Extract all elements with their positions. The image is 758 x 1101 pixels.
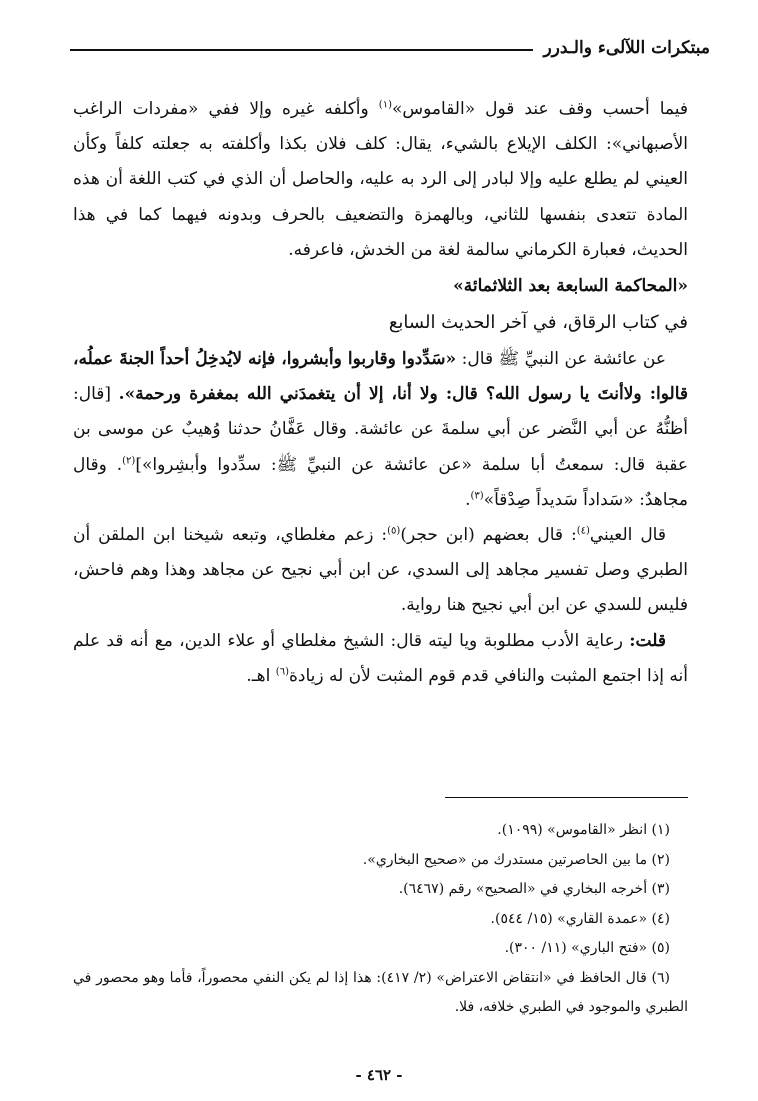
footnote-ref-2: (٢)	[122, 454, 136, 466]
qultu-label: قلت:	[629, 630, 666, 651]
main-text	[73, 92, 688, 694]
footnote-2: (٢) ما بين الحاصرتين مستدرك من «صحيح البخاري».	[362, 851, 670, 868]
footnote-ref-3: (٣)	[470, 490, 484, 502]
paragraph-2	[73, 342, 688, 518]
running-title: مبتكرات اللآلىء والـدرر	[543, 38, 710, 58]
footnote-separator	[445, 797, 688, 798]
footnote-4: (٤) «عمدة القاري» (١٥/ ٥٤٤).	[490, 910, 670, 927]
paragraph-2-text-c: [قال: أظنُّهُ عن أبي النَّضر عن أبي سلمةَ عن عائشة. وقال عَفَّانُ حدثنا وُهيبٌ عن موسى بن عقبة قال: سمعتُ أبا سلمة «عن عائشة عن النبيِّ ﷺ: سدِّدوا وأبشِروا»]	[73, 384, 688, 475]
section-subheading: في كتاب الرقاق، في آخر الحديث السابع	[388, 312, 688, 334]
hadith-text: «سَدِّدوا وقاربوا وأبشروا، فإنه لايُدخِلُ أحداً الجنةَ عملُه، قالوا: ولاأنتَ يا رسول الله؟ قال: ولا أنا، إلا أن يتغمدَني الله بمغفرة ورحمة».	[73, 349, 689, 405]
footnotes	[73, 816, 688, 1023]
paragraph-3-text-b: : قال بعضهم (ابن حجر)	[400, 525, 577, 546]
paragraph-1-text-b: وأكلفه غيره وإلا ففي «مفردات الراغب الأصبهاني»: الكلف الإيلاع بالشيء، يقال: كلف فلان بكذا وأكلفته به جعلته كلفاً وكأن العيني لم يطلع عليه وإلا لبادر إلى الرد به عليه، والحاصل أن الذي في كتب اللغة أن هذه المادة تتعدى بنفسها للثاني، وبالهمزة والتضعيف بالحرف وبدونه فيهما كما في هذا الحديث، فعبارة الكرماني سالمة لغة من الخدش، فاعرفه.	[73, 99, 688, 260]
page-number: - ٤٦٢ -	[355, 1066, 403, 1084]
footnote-3: (٣) أخرجه البخاري في «الصحيح» رقم (٦٤٦٧).	[398, 881, 670, 897]
footnote-ref-4: (٤)	[576, 525, 590, 537]
footnote-6: (٦) قال الحافظ في «انتقاض الاعتراض» (٢/ ٤١٧): هذا إذا لم يكن النفي محصوراً، فأما وهو محصور في الطبري والموجود في الطبري خلافه، فلا.	[73, 969, 688, 1015]
paragraph-2-text-d: . وقال مجاهدٌ: «سَداداً سَديداً صِدْقاً»	[73, 454, 688, 510]
paragraph-3-text-c: : زعم مغلطاي، وتبعه شيخنا ابن الملقن أن الطبري وصل تفسير مجاهد إلى السدي، عن ابن أبي نجيح عن مجاهد وهذا وهم فاحش، فليس للسدي عن ابن أبي نجيح هنا رواية.	[73, 525, 688, 616]
paragraph-1-text-a: فيما أحسب وقف عند قول «القاموس»	[391, 99, 689, 119]
paragraph-1	[73, 92, 688, 268]
paragraph-4-text-a: رعاية الأدب مطلوبة ويا ليته قال: الشيخ مغلطاي أو علاء الدين، مع أنه قد علم أنه إذا اجتمع المثبت والنافي قدم قوم المثبت لأن له زيادة	[73, 630, 688, 686]
paragraph-2-text-e: .	[465, 489, 471, 510]
header-rule	[70, 49, 533, 51]
paragraph-3	[73, 518, 688, 624]
footnote-ref-6: (٦)	[275, 666, 289, 678]
running-header	[70, 38, 710, 58]
footnote-5: (٥) «فتح الباري» (١١/ ٣٠٠).	[504, 940, 670, 956]
paragraph-4-text-b: اهـ.	[246, 665, 276, 686]
paragraph-4	[73, 624, 688, 694]
paragraph-2-text-a: عن عائشة عن النبيِّ ﷺ قال:	[456, 349, 667, 370]
footnote-ref-1: (١)	[378, 99, 392, 111]
footnote-1: (١) انظر «القاموس» (١٠٩٩).	[497, 822, 670, 838]
footnote-ref-5: (٥)	[387, 525, 401, 537]
section-heading: «المحاكمة السابعة بعد الثلاثمائة»	[453, 276, 688, 297]
paragraph-3-text-a: قال العيني	[589, 525, 666, 546]
